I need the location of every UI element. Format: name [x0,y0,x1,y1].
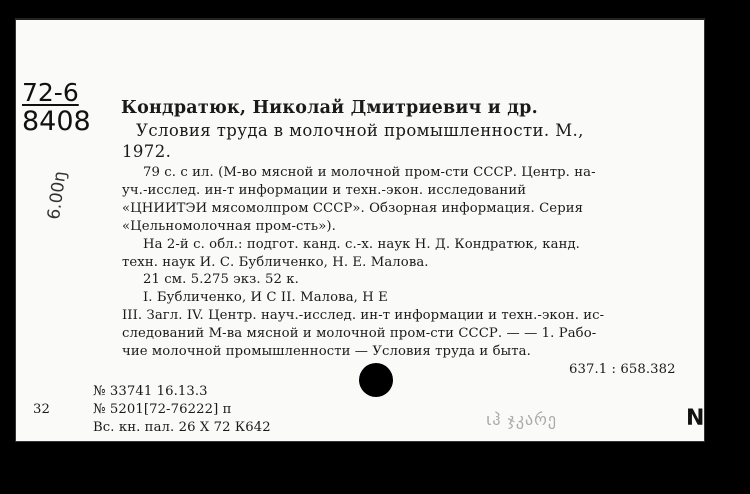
collation-line: 79 с. с ил. (М-во мясной и молочной пром-сти СССР. Центр. на- [143,165,596,180]
record-number-1: № 33741 16.13.3 [93,384,208,399]
series-line-2: «ЦНИИТЭИ мясомолпром СССР». Обзорная информация. Серия [122,201,584,216]
note-line-2: техн. наук И. С. Бубличенко, Н. Е. Малова. [122,255,429,270]
title-line-2: 1972. [122,142,172,161]
series-line-1: уч.-исслед. ин-т информации и техн.-экон. исследований [122,183,527,198]
note-line-1: На 2-й с. обл.: подгот. канд. с.-х. наук Н. Д. Кондратюк, канд. [143,237,580,252]
tracings-line-4: чие молочной промышленности — Условия труда и быта. [122,344,531,359]
record-prefix: 32 [33,402,50,417]
handwritten-call-number-top: 72-6 [22,78,79,107]
catalog-card [15,18,705,442]
corner-mark: Ν [686,406,705,431]
tracings-line-3: следований М-ва мясной и молочной пром-сти СССР. — — 1. Рабо- [122,326,597,341]
print-spec: Вс. кн. пал. 26 X 72 К642 [93,420,271,435]
tracings-line-2: III. Загл. IV. Центр. науч.-исслед. ин-т информации и техн.-экон. ис- [122,308,605,323]
author-heading: Кондратюк, Николай Дмитриевич и др. [121,98,538,118]
handwritten-call-number-bottom: 8408 [22,106,91,137]
punch-hole [359,363,393,397]
size-circulation-line: 21 см. 5.275 экз. 52 к. [143,272,299,287]
series-line-3: «Цельномолочная пром-сть»). [122,219,336,234]
faint-stamp: ιჰ ჯკარე [486,410,558,429]
classification-code: 637.1 : 658.382 [569,362,676,377]
record-number-2: № 5201[72-76222] п [93,402,232,417]
tracings-line-1: I. Бубличенко, И С II. Малова, Н Е [143,290,388,305]
handwritten-margin-mark: 6.00ŋ [44,169,71,221]
title-line-1: Условия труда в молочной промышленности. М., [136,121,584,140]
